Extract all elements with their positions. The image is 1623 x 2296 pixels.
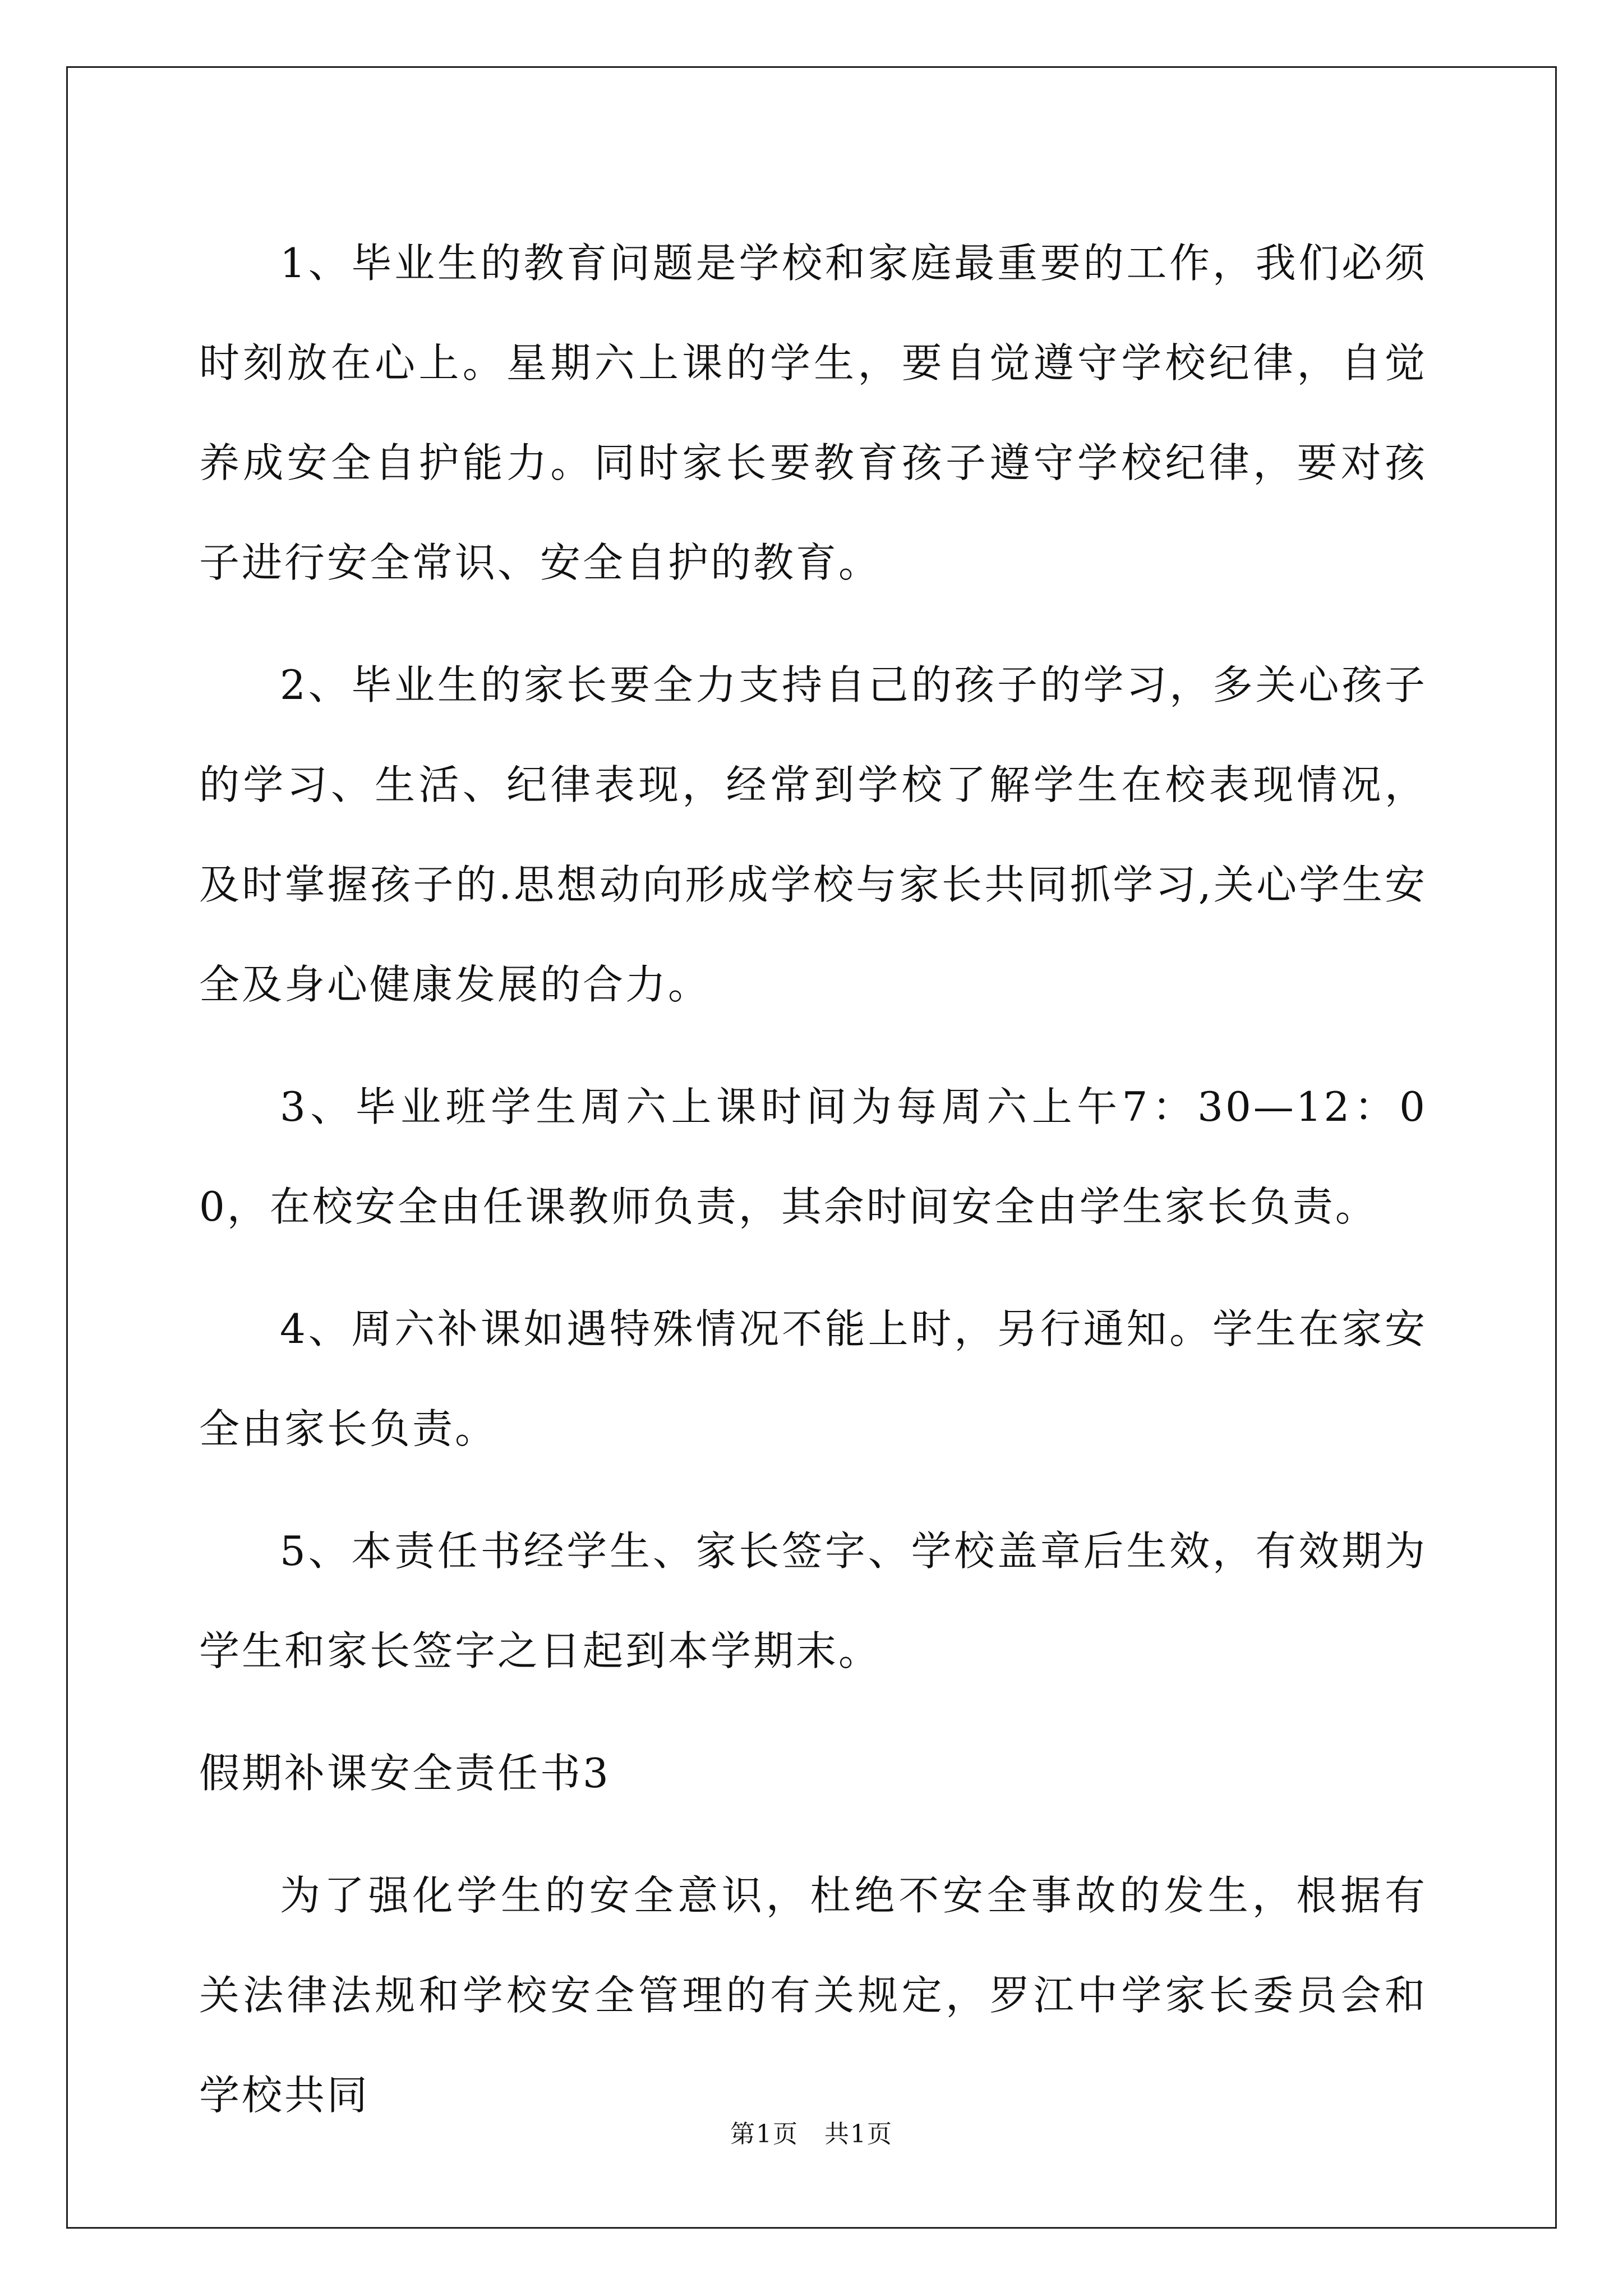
page-footer: 第1页 共1页 bbox=[730, 2120, 893, 2148]
paragraph-1: 1、毕业生的教育问题是学校和家庭最重要的工作，我们必须时刻放在心上。星期六上课的学生，要自觉遵守学校纪律，自觉养成安全自护能力。同时家长要教育孩子遵守学校纪律，要对孩子进行安全常识、安全自护的教育。 bbox=[199, 240, 1427, 586]
paragraph-4: 4、周六补课如遇特殊情况不能上时，另行通知。学生在家安全由家长负责。 bbox=[199, 1305, 1427, 1452]
paragraph-5: 5、本责任书经学生、家长签字、学校盖章后生效，有效期为学生和家长签字之日起到本学期末。 bbox=[199, 1527, 1427, 1674]
document-body bbox=[199, 213, 1427, 2168]
paragraph-3: 3、毕业班学生周六上课时间为每周六上午7：30—12：00，在校安全由任课教师负责，其余时间安全由学生家长负责。 bbox=[199, 1083, 1427, 1230]
section-heading: 假期补课安全责任书3 bbox=[199, 1750, 611, 1797]
paragraph-2: 2、毕业生的家长要全力支持自己的孩子的学习，多关心孩子的学习、生活、纪律表现，经常到学校了解学生在校表现情况，及时掌握孩子的.思想动向形成学校与家长共同抓学习,关心学生安全及身心健康发展的合力。 bbox=[199, 661, 1427, 1008]
paragraph-intro: 为了强化学生的安全意识，杜绝不安全事故的发生，根据有关法律法规和学校安全管理的有关规定，罗江中学家长委员会和学校共同 bbox=[199, 1872, 1427, 2119]
